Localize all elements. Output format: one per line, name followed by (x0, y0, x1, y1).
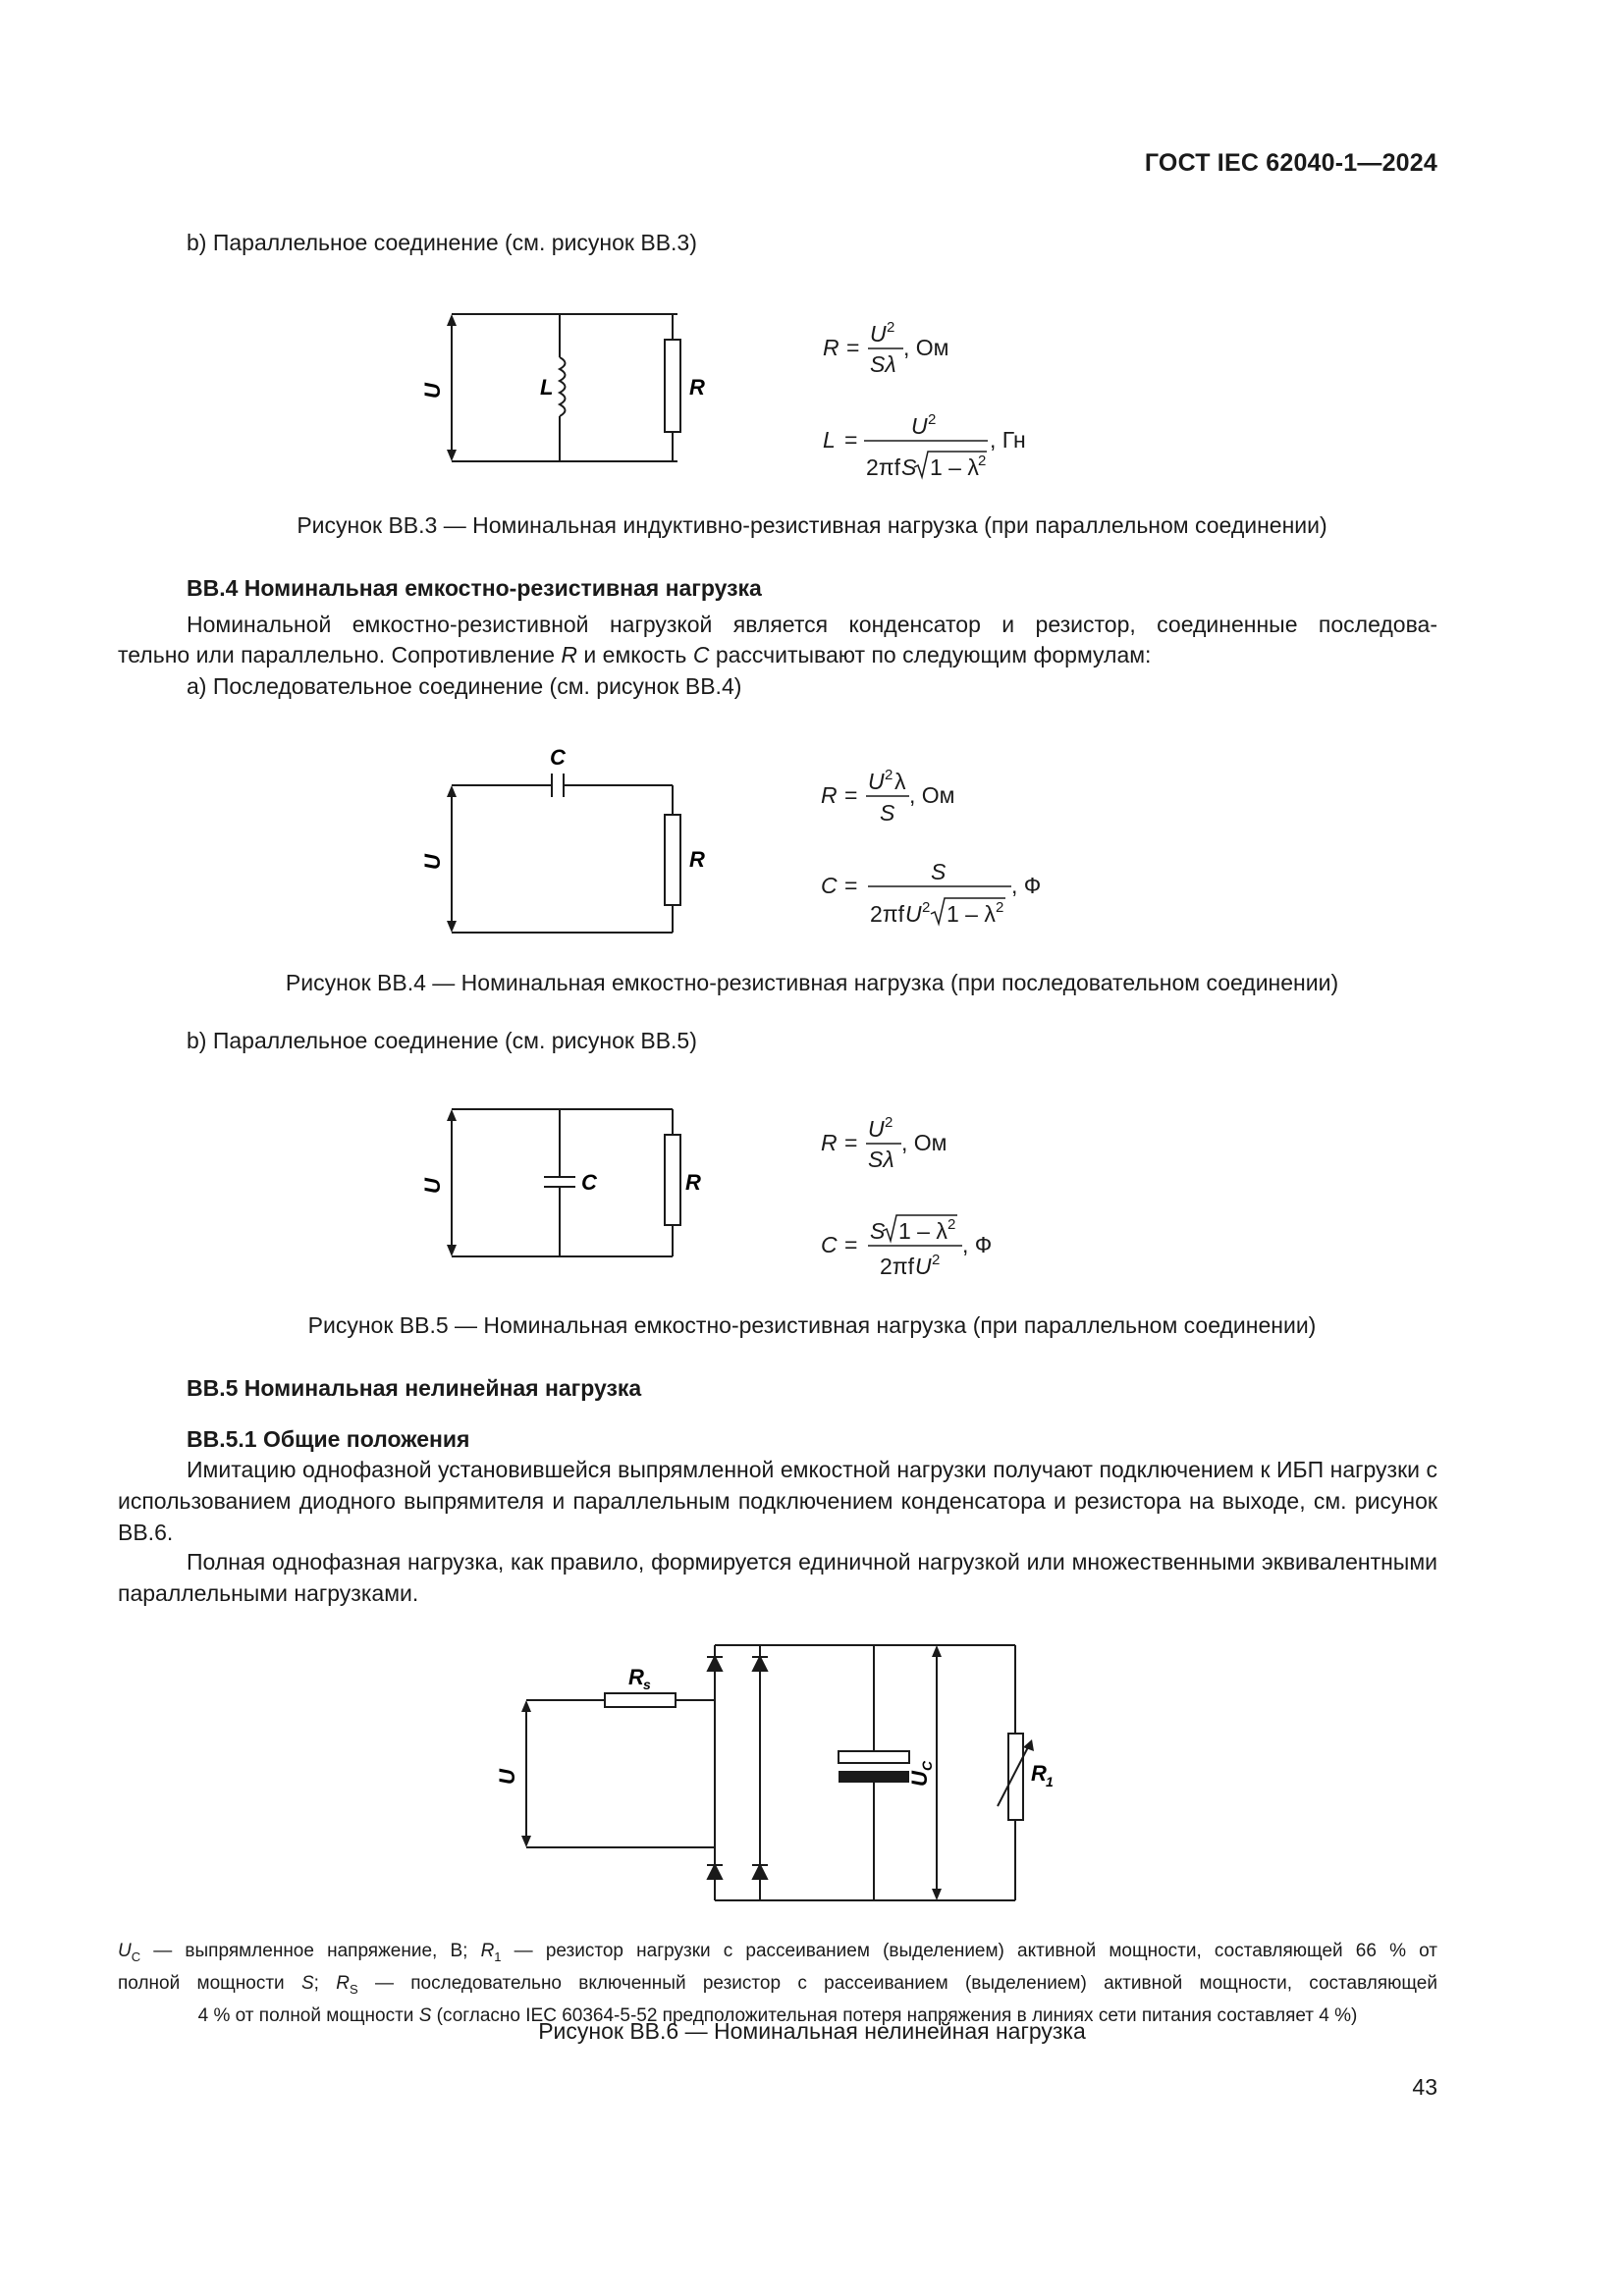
svg-text:2: 2 (978, 453, 987, 469)
svg-text:2: 2 (928, 411, 937, 428)
bb4-line2-d: рассчитывают по следующим формулам: (709, 642, 1152, 667)
svg-text:R: R (823, 335, 839, 360)
svg-text:C: C (821, 873, 838, 898)
note-sym-u: U (118, 1941, 132, 1961)
svg-text:U: U (911, 413, 928, 439)
item-b-parallel-inductive: b) Параллельное соединение (см. рисунок ВВ.3) (187, 230, 697, 255)
note-sym-rs: R (336, 1972, 350, 1994)
note-line1-b: — резистор нагрузки с рассеиванием (выделением) активной мощности, составляющей 66 % от (501, 1941, 1437, 1961)
bb4-line2-r: R (561, 642, 578, 667)
svg-text:2: 2 (932, 1252, 941, 1268)
note-line2-c: — последовательно включенный резистор с рассеиванием (выделением) активной мощности, составляющей (357, 1972, 1437, 1994)
note-sym-c-sub: C (131, 1949, 141, 1964)
formulas-bb3 (815, 304, 1070, 491)
note-line1 (118, 1938, 1437, 1970)
formulas-bb4 (815, 751, 1070, 947)
figure-bb5-circuit (420, 1099, 707, 1266)
svg-text:, Гн: , Гн (990, 427, 1026, 453)
svg-text:Sλ: Sλ (870, 351, 896, 377)
figure-bb6-caption: Рисунок ВВ.6 — Номинальная нелинейная нагрузка (538, 2018, 1086, 2044)
figure-bb6-circuit (481, 1629, 1090, 1924)
formulas-bb5 (815, 1099, 1051, 1296)
svg-text:2: 2 (922, 899, 931, 916)
note-sym-1-sub: 1 (494, 1949, 502, 1964)
fig-bb6-label-u: U (495, 1769, 519, 1785)
note-line2-b: ; (313, 1972, 337, 1994)
section-bb5-1-para2: Полная однофазная нагрузка, как правило, формируется единичной нагрузкой или множественными эквивалентными параллельными нагрузками. (118, 1549, 1437, 1606)
svg-text:=: = (844, 782, 858, 808)
svg-text:U: U (870, 321, 887, 347)
bb4-para-line1: Номинальной емкостно-резистивной нагрузкой является конденсатор и резистор, соединенные последова- (187, 612, 1437, 637)
bb4-line2-b: и емкость (577, 642, 693, 667)
fig-bb3-label-l: L (540, 375, 554, 400)
fig-bb6-label-rs (628, 1665, 651, 1692)
section-bb5-title: ВВ.5 Номинальная нелинейная нагрузка (187, 1375, 642, 1401)
svg-text:R: R (1031, 1761, 1047, 1786)
note-line3-b: (согласно IEC 60364-5-52 предположительная потеря напряжения в линиях сети питания составляет 4 %) (431, 2004, 1358, 2026)
page-number: 43 (1412, 2074, 1437, 2100)
note-line2-a: полной мощности (118, 1972, 301, 1994)
note-line1-a: — выпрямленное напряжение, В; (140, 1941, 481, 1961)
svg-text:S: S (901, 454, 917, 480)
svg-text:S: S (870, 1218, 886, 1244)
svg-text:2: 2 (885, 1114, 893, 1131)
svg-text:U: U (868, 769, 885, 794)
note-sym-s: S (300, 1972, 314, 1994)
svg-text:2: 2 (885, 767, 893, 783)
svg-text:L: L (823, 427, 836, 453)
svg-text:2: 2 (947, 1216, 956, 1233)
fig-bb6-label-r1 (1031, 1761, 1054, 1789)
fig-bb4-label-c: C (550, 745, 566, 770)
svg-text:U: U (907, 1771, 932, 1787)
figure-bb6-note (118, 1938, 1437, 2029)
svg-text:, Ф: , Ф (1011, 873, 1042, 898)
figure-bb3-caption: Рисунок ВВ.3 — Номинальная индуктивно-резистивная нагрузка (при параллельном соединении) (297, 512, 1327, 538)
svg-text:=: = (846, 335, 860, 360)
svg-text:R: R (628, 1665, 644, 1689)
svg-text:, Ом: , Ом (903, 335, 949, 360)
fig-bb5-label-c: C (581, 1170, 597, 1195)
svg-text:=: = (844, 873, 858, 898)
section-bb4-title: ВВ.4 Номинальная емкостно-резистивная нагрузка (187, 575, 762, 601)
svg-text:2: 2 (887, 319, 895, 336)
svg-text:1 – λ: 1 – λ (930, 454, 979, 480)
fig-bb5-label-u: U (420, 1178, 445, 1194)
figure-bb5-caption: Рисунок ВВ.5 — Номинальная емкостно-резистивная нагрузка (при параллельном соединении) (307, 1312, 1317, 1338)
section-bb4-para-line2 (118, 639, 1151, 670)
note-sym-r1: R (480, 1941, 495, 1961)
svg-text:C: C (821, 1232, 838, 1257)
note-sym-s-sub: S (349, 1981, 358, 1997)
fig-bb5-label-r: R (685, 1170, 701, 1195)
svg-text:S: S (880, 800, 895, 826)
fig-bb3-label-u: U (420, 383, 445, 399)
figure-bb3-circuit (420, 304, 707, 471)
bb4-line2-a: тельно или параллельно. Сопротивление (118, 642, 562, 667)
item-b-parallel-capacitive: b) Параллельное соединение (см. рисунок ВВ.5) (187, 1028, 697, 1053)
svg-text:, Ом: , Ом (901, 1130, 947, 1155)
svg-text:U: U (915, 1254, 932, 1279)
svg-text:1 – λ: 1 – λ (947, 901, 996, 927)
note-sym-s2: S (418, 2004, 432, 2026)
fig-bb4-label-r: R (689, 847, 705, 872)
bb4-line2-c: C (692, 642, 710, 667)
svg-text:2πf: 2πf (866, 454, 901, 480)
svg-text:1: 1 (1046, 1774, 1054, 1789)
svg-text:C: C (919, 1760, 935, 1771)
svg-text:Sλ: Sλ (868, 1147, 894, 1172)
svg-text:2πf: 2πf (880, 1254, 915, 1279)
note-line3-a: 4 % от полной мощности (197, 2004, 419, 2026)
item-a-series: a) Последовательное соединение (см. рисунок ВВ.4) (187, 673, 742, 699)
svg-text:=: = (844, 1130, 858, 1155)
fig-bb3-label-r: R (689, 375, 705, 400)
section-bb4-para-line1 (187, 609, 1437, 640)
svg-text:λ: λ (894, 769, 906, 794)
fig-bb6-label-uc (907, 1760, 935, 1787)
svg-text:R: R (821, 782, 838, 808)
svg-text:s: s (643, 1677, 651, 1692)
svg-text:=: = (844, 427, 858, 453)
note-line2 (118, 1970, 1437, 2002)
svg-text:U: U (868, 1116, 885, 1142)
document-header: ГОСТ IEC 62040-1—2024 (1144, 149, 1437, 177)
svg-text:, Ом: , Ом (909, 782, 955, 808)
figure-bb4-caption: Рисунок ВВ.4 — Номинальная емкостно-резистивная нагрузка (при последовательном соединении) (285, 970, 1339, 995)
fig-bb4-label-u: U (420, 854, 445, 870)
svg-text:=: = (844, 1232, 858, 1257)
svg-text:R: R (821, 1130, 838, 1155)
svg-text:2: 2 (996, 899, 1004, 916)
section-bb5-1-title: ВВ.5.1 Общие положения (187, 1426, 470, 1452)
svg-text:U: U (905, 901, 922, 927)
section-bb5-1-para1: Имитацию однофазной установившейся выпрямленной емкостной нагрузки получают подключением к ИБП нагрузки с использованием диодного выпрямителя и параллельным подключением конденсатора и резистора на выходе, см. рисунок ВВ.6. (118, 1457, 1437, 1545)
svg-text:, Ф: , Ф (962, 1232, 993, 1257)
svg-text:S: S (931, 859, 947, 884)
figure-bb4-circuit (420, 741, 707, 937)
svg-text:1 – λ: 1 – λ (898, 1218, 947, 1244)
svg-text:2πf: 2πf (870, 901, 905, 927)
